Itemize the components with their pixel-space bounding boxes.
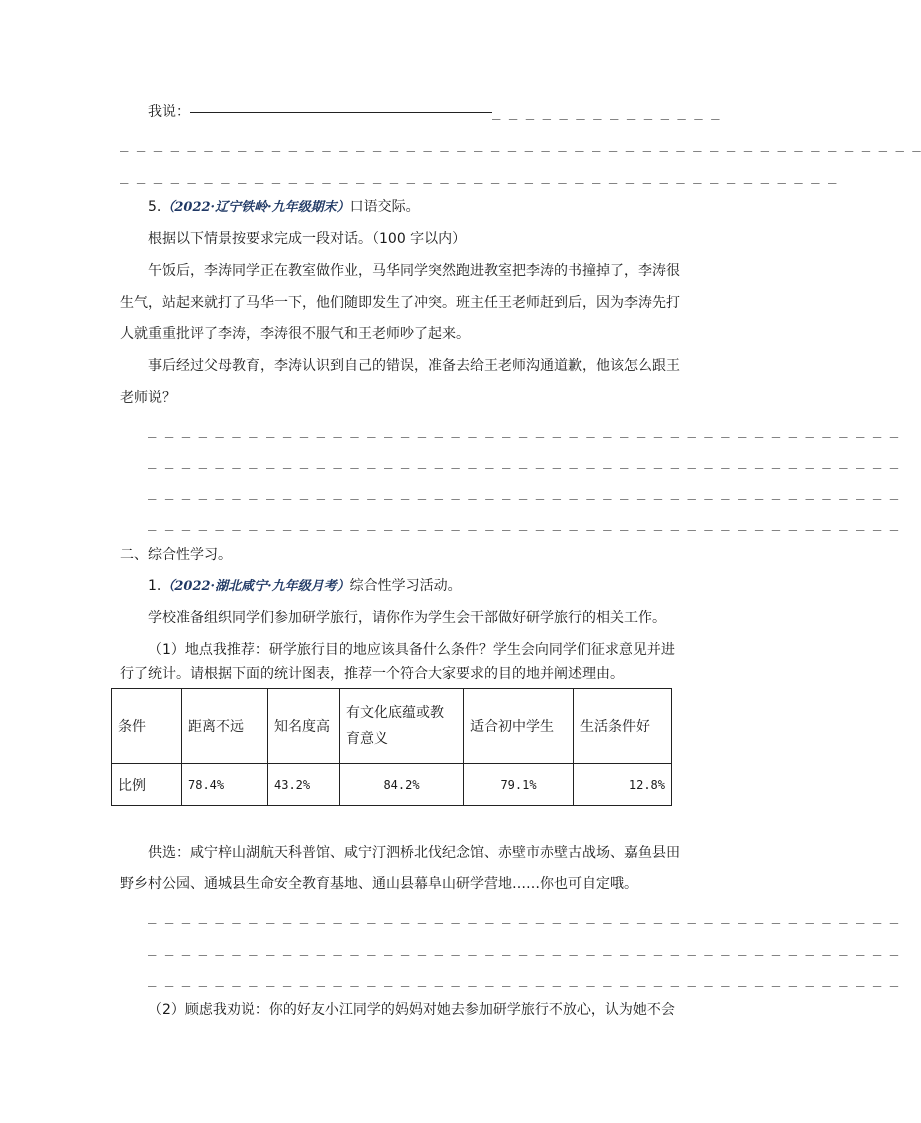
table-cell: 84.2%	[340, 764, 464, 806]
paragraph-line: 午饭后，李涛同学正在教室做作业，马华同学突然跑进教室把李涛的书撞掉了，李涛很	[148, 263, 680, 279]
intro-answer-line	[148, 102, 720, 122]
dashed-answer-line: _ _ _ _ _ _ _ _ _ _ _ _ _ _ _ _ _ _ _ _ _ _ _ _ _ _ _ _ _ _ _ _ _ _ _ _ _ _ _ _ _ _ _ _ _	[148, 453, 899, 469]
question-number: 1.	[148, 578, 162, 594]
table-cell: 79.1%	[464, 764, 574, 806]
table-header-cell: 距离不远	[182, 689, 268, 764]
question-number: 5.	[148, 199, 162, 215]
dashed-answer-line: _ _ _ _ _ _ _ _ _ _ _ _ _ _	[492, 104, 720, 120]
options-line: 野乡村公园、通城县生命安全教育基地、通山县幕阜山研学营地……你也可自定哦。	[120, 876, 638, 892]
options-line: 供选：咸宁梓山湖航天科普馆、咸宁汀泗桥北伐纪念馆、赤壁市赤壁古战场、嘉鱼县田	[148, 845, 680, 861]
intro-label: 我说：	[148, 104, 190, 120]
dashed-answer-line: _ _ _ _ _ _ _ _ _ _ _ _ _ _ _ _ _ _ _ _ _ _ _ _ _ _ _ _ _ _ _ _ _ _ _ _ _ _ _ _ _ _ _ _ _	[148, 971, 899, 987]
question-title: 综合性学习活动。	[349, 578, 462, 594]
question-source: （2022·辽宁铁岭·九年级期末）	[161, 200, 350, 215]
table-row	[112, 764, 672, 806]
dashed-answer-line: _ _ _ _ _ _ _ _ _ _ _ _ _ _ _ _ _ _ _ _ _ _ _ _ _ _ _ _ _ _ _ _ _ _ _ _ _ _ _ _ _ _ _ _ _	[148, 908, 899, 924]
dashed-answer-line: _ _ _ _ _ _ _ _ _ _ _ _ _ _ _ _ _ _ _ _ _ _ _ _ _ _ _ _ _ _ _ _ _ _ _ _ _ _ _ _ _ _ _ _ _	[148, 422, 899, 438]
section-heading: 二、综合性学习。	[120, 547, 232, 563]
table-cell: 比例	[112, 764, 182, 806]
solid-answer-line	[190, 112, 492, 113]
table-header-cell: 条件	[112, 689, 182, 764]
subquestion-line: 行了统计。请根据下面的统计图表，推荐一个符合大家要求的目的地并阐述理由。	[120, 666, 624, 682]
paragraph-line: 生气，站起来就打了马华一下，他们随即发生了冲突。班主任王老师赶到后，因为李涛先打	[120, 295, 680, 311]
subquestion-line: （1）地点我推荐：研学旅行目的地应该具备什么条件？学生会向同学们征求意见并进	[148, 642, 675, 658]
subquestion-line: （2）顾虑我劝说：你的好友小江同学的妈妈对她去参加研学旅行不放心，认为她不会	[148, 1002, 675, 1018]
dashed-answer-line: _ _ _ _ _ _ _ _ _ _ _ _ _ _ _ _ _ _ _ _ _ _ _ _ _ _ _ _ _ _ _ _ _ _ _ _ _ _ _ _ _ _ _ _ _	[148, 515, 899, 531]
survey-table	[111, 688, 672, 806]
dashed-answer-line: _ _ _ _ _ _ _ _ _ _ _ _ _ _ _ _ _ _ _ _ _ _ _ _ _ _ _ _ _ _ _ _ _ _ _ _ _ _ _ _ _ _ _ _ _	[148, 940, 899, 956]
question-source: （2022·湖北咸宁·九年级月考）	[161, 579, 350, 594]
paragraph-line: 事后经过父母教育，李涛认识到自己的错误，准备去给王老师沟通道歉，他该怎么跟王	[148, 358, 680, 374]
table-header-cell: 有文化底蕴或教育意义	[340, 689, 464, 764]
paragraph-line: 人就重重批评了李涛，李涛很不服气和王老师吵了起来。	[120, 326, 470, 342]
table-row	[112, 689, 672, 764]
paragraph-line: 老师说？	[120, 390, 176, 406]
table-header-cell: 知名度高	[268, 689, 340, 764]
question-1-heading	[148, 576, 462, 597]
dashed-answer-line: _ _ _ _ _ _ _ _ _ _ _ _ _ _ _ _ _ _ _ _ _ _ _ _ _ _ _ _ _ _ _ _ _ _ _ _ _ _ _ _ _ _ _ _ _	[148, 484, 899, 500]
table-cell: 12.8%	[574, 764, 672, 806]
question-5-heading	[148, 197, 420, 218]
table-header-cell: 生活条件好	[574, 689, 672, 764]
question-title: 口语交际。	[349, 199, 420, 215]
question-intro: 学校准备组织同学们参加研学旅行，请你作为学生会干部做好研学旅行的相关工作。	[148, 610, 666, 626]
question-instruction: 根据以下情景按要求完成一段对话。（100 字以内）	[148, 231, 467, 247]
table-cell: 78.4%	[182, 764, 268, 806]
table-cell: 43.2%	[268, 764, 340, 806]
dashed-answer-line: _ _ _ _ _ _ _ _ _ _ _ _ _ _ _ _ _ _ _ _ _ _ _ _ _ _ _ _ _ _ _ _ _ _ _ _ _ _ _ _ _ _ _ _ _ _ _ _	[120, 136, 921, 152]
dashed-answer-line: _ _ _ _ _ _ _ _ _ _ _ _ _ _ _ _ _ _ _ _ _ _ _ _ _ _ _ _ _ _ _ _ _ _ _ _ _ _ _ _ _ _ _	[120, 168, 837, 184]
table-header-cell: 适合初中学生	[464, 689, 574, 764]
